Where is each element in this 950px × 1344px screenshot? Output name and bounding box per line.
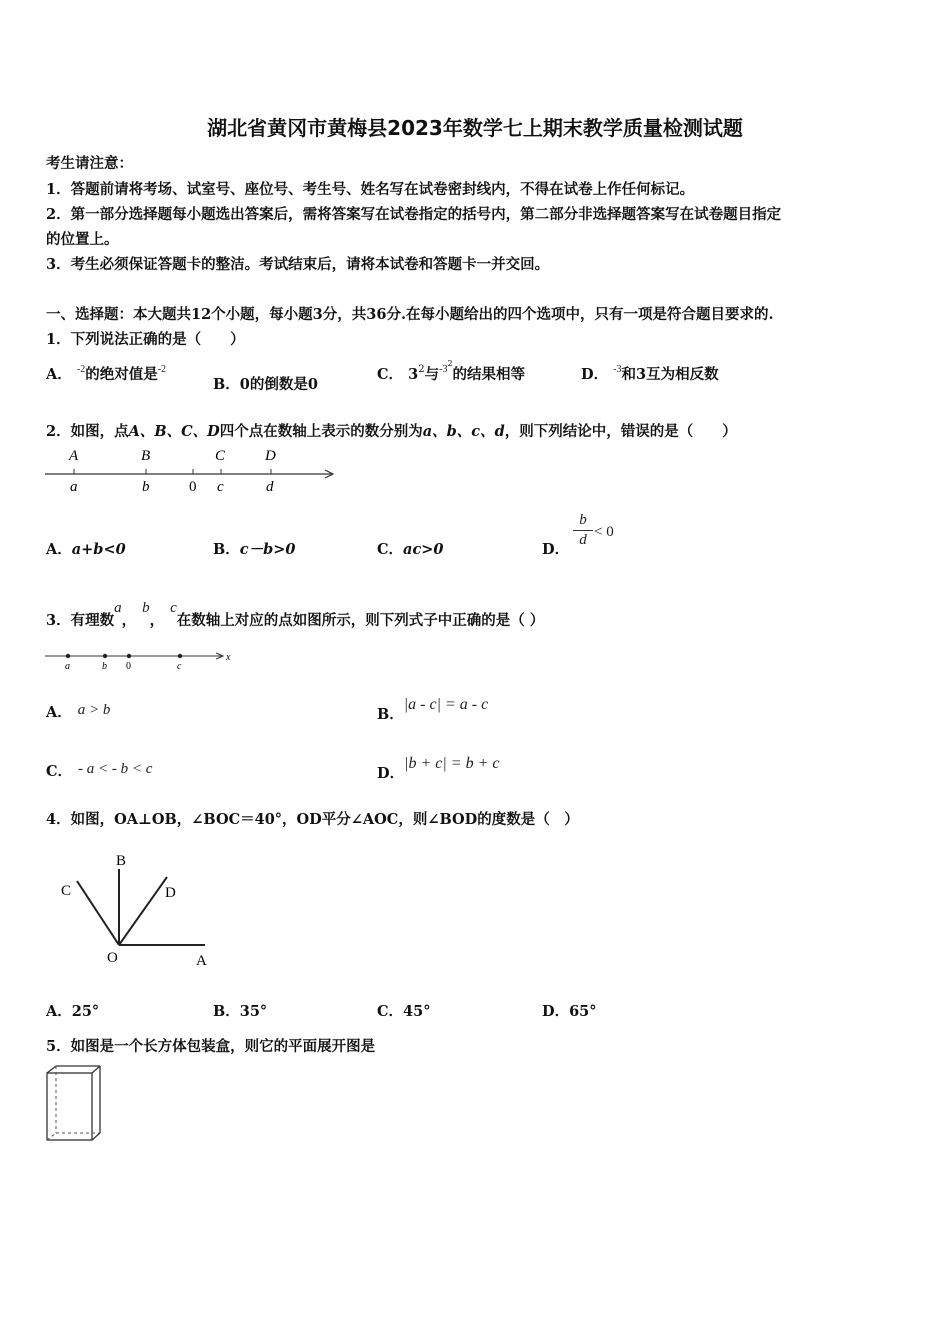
q3-origin-label: 0 bbox=[126, 661, 131, 672]
q2-point-b-label: B bbox=[141, 448, 151, 464]
q2-option-d-fraction: b d bbox=[573, 512, 593, 549]
q3-point-c-label: c bbox=[177, 661, 182, 672]
q4-label-b: B bbox=[116, 853, 127, 869]
q2-point-a-label: A bbox=[69, 448, 79, 464]
section-heading: 一、选择题：本大题共12个小题，每小题3分，共36分.在每小题给出的四个选项中，只有一项是符合题目要求的. bbox=[46, 306, 774, 323]
q3-option-a: A． a > b bbox=[46, 702, 111, 721]
q4-option-d: D．65° bbox=[542, 1003, 597, 1020]
q4-option-a: A．25° bbox=[46, 1003, 100, 1020]
q5-box-figure bbox=[44, 1063, 104, 1145]
q3-stem: 3．有理数a，b，c在数轴上对应的点如图所示，则下列式子中正确的是（ ） bbox=[46, 600, 545, 629]
q3-option-d: D．|b + c| = b + c bbox=[377, 755, 500, 782]
q4-label-c: C bbox=[61, 883, 72, 899]
q2-option-a: A．a+b<0 bbox=[46, 541, 126, 558]
q4-angle-figure bbox=[55, 845, 225, 975]
q3-option-b: B．|a - c| = a - c bbox=[377, 696, 489, 723]
q4-label-o: O bbox=[107, 950, 118, 966]
q4-stem: 4．如图，OA⊥OB，∠BOC＝40°，OD平分∠AOC，则∠BOD的度数是（ ） bbox=[46, 811, 579, 828]
q1-option-b: B．0的倒数是0 bbox=[213, 376, 318, 393]
q2-option-d-label: D． bbox=[542, 541, 570, 558]
q2-value-b: b bbox=[142, 479, 150, 495]
q2-point-c-label: C bbox=[215, 448, 226, 464]
notice-item-3: 3．考生必须保证答题卡的整洁。考试结束后，请将本试卷和答题卡一并交回。 bbox=[46, 256, 550, 273]
q5-stem: 5．如图是一个长方体包装盒，则它的平面展开图是 bbox=[46, 1038, 376, 1055]
q2-number-line bbox=[40, 444, 340, 496]
q3-point-a-label: a bbox=[65, 661, 70, 672]
q1-option-a: A． $^{-2}$的绝对值是$^{-2}$ bbox=[46, 364, 167, 383]
notice-item-2-cont: 的位置上。 bbox=[46, 231, 119, 248]
notice-item-1: 1．答题前请将考场、试室号、座位号、考生号、姓名写在试卷密封线内，不得在试卷上作任何标记。 bbox=[46, 181, 695, 198]
q4-option-b: B．35° bbox=[213, 1003, 268, 1020]
q2-origin-label: 0 bbox=[189, 479, 197, 495]
q3-number-line bbox=[40, 646, 240, 674]
q1-option-c: C． $3^2$与$^{-32}$的结果相等 bbox=[377, 359, 526, 383]
q3-point-b-label: b bbox=[102, 661, 107, 672]
q2-stem: 2．如图，点A、B、C、D四个点在数轴上表示的数分别为a、b、c、d，则下列结论中，错误的是（ ） bbox=[46, 423, 737, 440]
q3-option-c: C． - a < - b < c bbox=[46, 761, 153, 780]
q4-label-d: D bbox=[165, 885, 176, 901]
q2-option-d-relation: < 0 bbox=[594, 524, 614, 540]
q2-value-d: d bbox=[266, 479, 274, 495]
q4-option-c: C．45° bbox=[377, 1003, 431, 1020]
q4-label-a: A bbox=[196, 953, 207, 969]
notice-heading: 考生请注意： bbox=[46, 155, 133, 172]
q2-value-a: a bbox=[70, 479, 78, 495]
q1-stem: 1．下列说法正确的是（ ） bbox=[46, 331, 245, 348]
q3-axis-x-label: x bbox=[226, 652, 231, 663]
notice-item-2: 2．第一部分选择题每小题选出答案后，需将答案写在试卷指定的括号内，第二部分非选择题答案写在试卷题目指定 bbox=[46, 206, 782, 223]
q2-value-c: c bbox=[217, 479, 224, 495]
q2-point-d-label: D bbox=[265, 448, 276, 464]
q1-option-d: D． $^{-3}$和3互为相反数 bbox=[581, 364, 719, 383]
page-title: 湖北省黄冈市黄梅县2023年数学七上期末教学质量检测试题 bbox=[207, 116, 743, 140]
q2-option-b: B．c－b>0 bbox=[213, 541, 296, 558]
q2-option-c: C．ac>0 bbox=[377, 541, 444, 558]
